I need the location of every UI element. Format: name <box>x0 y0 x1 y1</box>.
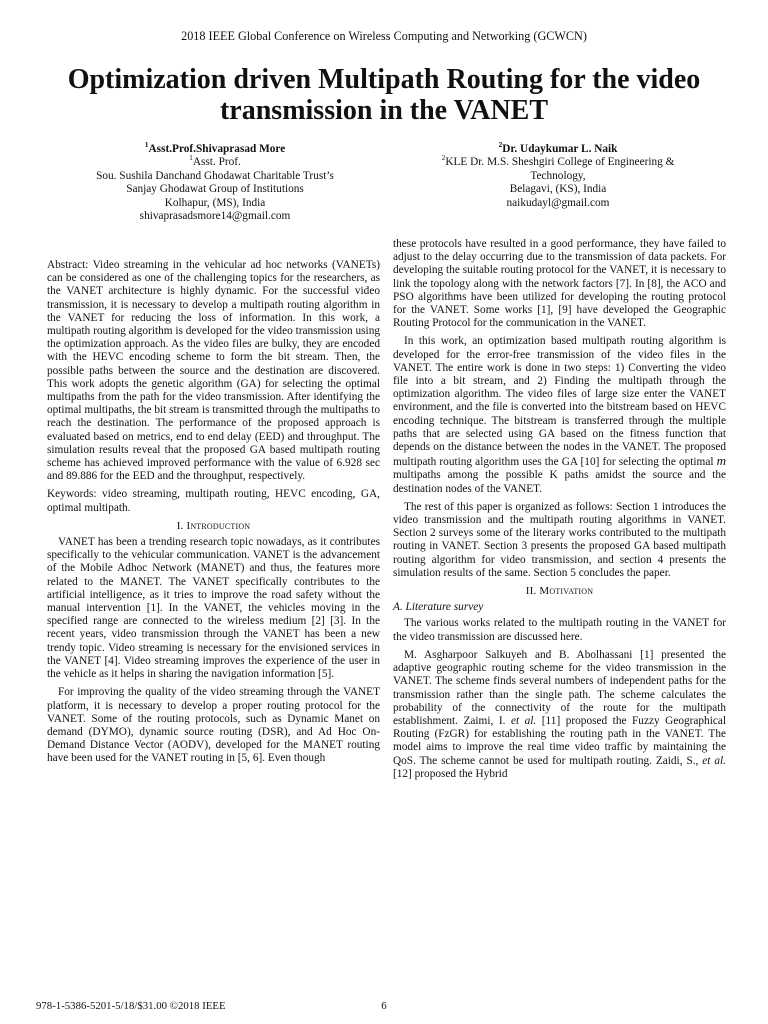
author-block-1 <box>50 140 380 223</box>
author-email: naikudayl@gmail.com <box>506 196 610 209</box>
left-column <box>47 259 380 766</box>
author-affiliation-line: $^2$KLE Dr. M.S. Sheshgiri College of Engineering & <box>441 153 675 169</box>
author-block-2 <box>393 140 723 210</box>
author-email: shivaprasadsmore14@gmail.com <box>139 210 291 223</box>
subsection-heading: A. Literature survey <box>393 601 484 614</box>
author-affiliation-line: Technology, <box>530 169 586 182</box>
conference-header: 2018 IEEE Global Conference on Wireless Computing and Networking (GCWCN) <box>181 29 587 43</box>
body-paragraph: In this work, an optimization based multipath routing algorithm is developed for the error-free transmission of the video files in the VANET. The entire work is done in two steps: 1) Converting the video file into a bit stream, and 2) Finding the multipath through the optimization algorithm. The video files of large size enter the VANET environment, and the file is converted into the bitstream based on HEVC encoding technique. The bitstream is transferred through the multiple paths that are selected using GA based on the fitness function that depends on the distance between the nodes in the VANET. The proposed multipath routing algorithm uses the GA [10] for selecting the optimal m multipaths among the possible K paths amidst the source and the destination nodes of the VANET. <box>393 335 726 495</box>
body-paragraph: The various works related to the multipath routing in the VANET for the video transmission are discussed here. <box>393 617 726 643</box>
author-name: $^1$Asst.Prof.Shivaprasad More <box>144 140 286 155</box>
body-paragraph: The rest of this paper is organized as follows: Section 1 introduces the video transmission and the multipath routing algorithms in VANET. Section 2 surveys some of the literary works contributed to the multipath routing in VANET. Section 3 presents the proposed GA based multipath routing algorithm for video transmission, and section 4 presents the simulation results of the same. Section 5 concludes the paper. <box>393 500 726 579</box>
author-affiliation-line: Sanjay Ghodawat Group of Institutions <box>126 183 304 196</box>
author-affiliation-line: Sou. Sushila Danchand Ghodawat Charitable Trust’s <box>96 169 334 182</box>
author-affiliation-line: Belagavi, (KS), India <box>509 183 607 196</box>
abstract: Abstract: Video streaming in the vehicular ad hoc networks (VANETs) can be considered as one of the challenging topics for the researchers, as the VANET architecture is highly dynamic. For the successful video transmission, it is necessary to develop a multipath routing algorithm in the VANET for reducing the loss of information. In this work, a multipath routing algorithm is developed for the video transmission using the optimization approach. As the video files are bulky, they are encoded with the HEVC encoding scheme to form the bit stream. Then, the possible paths between the source and the destination are discovered. This work adopts the genetic algorithm (GA) for selecting the optimal multipaths from the path for the video transmission. After identifying the optimal multipaths, the bit stream is transmitted through the multipaths to reach the destination. The performance of the proposed approach is evaluated based on metrics, end to end delay (EED) and throughput. The simulation results reveal that the proposed GA based multipath routing scheme has achieved improved performance with the value of 6.928 sec and 89.886 for the EED and the throughput, respectively. <box>47 259 380 483</box>
body-paragraph: VANET has been a trending research topic nowadays, as it contributes specifically to the vehicular communication. VANET is the advancement of the Mobile Adhoc Network (MANET) and thus, the features more related to the MANET. The VANET specifically contributes to the artificial intelligence, as it tries to improve the road safety without the manual intervention [1]. In the VANET, the vehicles moving in the specified range are connected to the wireless medium [2] [3]. In the recent years, video transmission through the VANET has been a new trendy topic. Video streaming is necessary for the envisioned services in the VANET [4]. Video streaming improves the experience of the user in the vehicle as it helps in sharing the navigation information [5]. <box>47 536 380 681</box>
author-affiliation-line: Kolhapur, (MS), India <box>164 196 266 209</box>
section-heading: I. Introduction <box>176 519 251 532</box>
keywords: Keywords: video streaming, multipath routing, HEVC encoding, GA, optimal multipath. <box>47 488 380 514</box>
body-paragraph: M. Asgharpoor Salkuyeh and B. Abolhassani [1] presented the adaptive geographic routing scheme for the video transmission in the VANET. The scheme finds several numbers of independent paths for the transmission rather than the single path. The scheme calculates the probability of the connectivity of the route for the multipath establishment. Zaimi, I. et al. [11] proposed the Fuzzy Geographical Routing (FzGR) for establishing the routing path in the VANET. The model aims to improve the real time video traffic by maintaining the QoS. The scheme cannot be used for multipath routing. Zaidi, S., et al. [12] proposed the Hybrid <box>393 648 727 780</box>
body-paragraph: For improving the quality of the video streaming through the VANET platform, it is necessary to develop a proper routing protocol for the VANET. Some of the routing protocols, such as Dynamic Manet on demand (DYMO), dynamic source routing (DSR), and Ad Hoc On-Demand Distance Vector (AODV), developed for the MANET routing have been used for the VANET routing in [5, 6]. Even though <box>47 686 380 765</box>
author-affiliation-line: $^1$Asst. Prof. <box>189 153 241 169</box>
body-paragraph: these protocols have resulted in a good performance, they have failed to adjust to the delay occurring due to the transmission of data packets. For developing the suitable routing protocol for the VANET, it is necessary to link the topology along with the network factors [7]. In [8], the ACO and PSO algorithms have been utilized for developing the routing protocol for the VANET. Some works [1], [9] have developed the Geographic Routing Protocol for the communication in the VANET. <box>393 238 726 330</box>
right-column <box>393 238 726 781</box>
author-name: $^2$Dr. Udaykumar L. Naik <box>498 140 618 155</box>
copyright-footer: 978-1-5386-5201-5/18/$31.00 ©2018 IEEE <box>36 1000 226 1012</box>
section-heading: II. Motivation <box>525 585 594 598</box>
page-number: 6 <box>381 1000 387 1012</box>
paper-title: Optimization driven Multipath Routing for the video transmission in the VANET <box>67 64 701 126</box>
